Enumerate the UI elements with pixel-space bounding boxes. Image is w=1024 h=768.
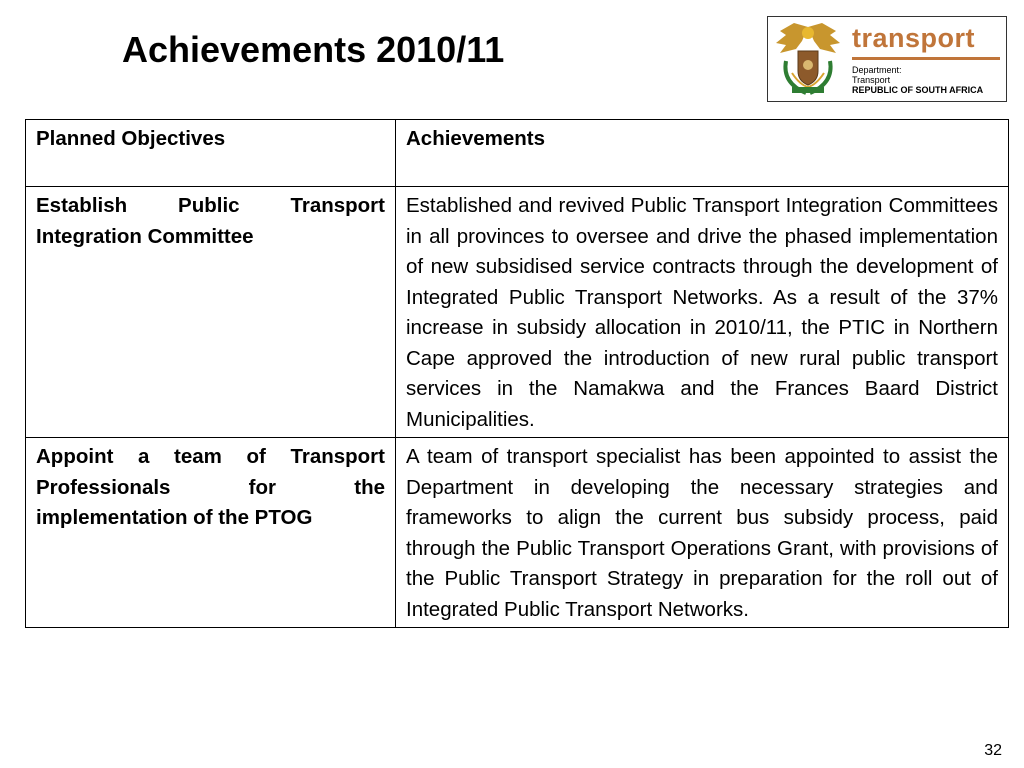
brand-underline (852, 57, 1000, 60)
department-line-2: Transport (852, 75, 891, 85)
header-achievements: Achievements (396, 120, 1009, 187)
department-text (852, 65, 983, 95)
achievement-cell: Established and revived Public Transport Integration Committees in all provinces to oversee and drive the phased implementation of new subsidised service contracts through the development of Integrated Public Transport Networks. As a result of the 37% increase in subsidy allocation in 2010/11, the PTIC in Northern Cape approved the introduction of new rural public transport services in the Namakwa and the Frances Baard District Municipalities. (396, 187, 1009, 438)
table-header-row (26, 120, 1009, 187)
department-line-1: Department: (852, 65, 902, 75)
header-planned-objectives: Planned Objectives (26, 120, 396, 187)
department-line-3: REPUBLIC OF SOUTH AFRICA (852, 85, 984, 95)
achievement-cell: A team of transport specialist has been appointed to assist the Department in developing the necessary strategies and frameworks to align the current bus subsidy process, paid through the Public Transport Operations Grant, with provisions of the Public Transport Strategy in preparation for the roll out of Integrated Public Transport Networks. (396, 438, 1009, 628)
page-number: 32 (984, 742, 1002, 759)
table-row (26, 187, 1009, 438)
achievements-table (25, 119, 1009, 628)
department-logo (767, 16, 1007, 102)
brand-wordmark: transport (852, 23, 976, 53)
objective-cell: Establish Public Transport Integration Committee (26, 187, 396, 438)
coat-of-arms-icon (772, 21, 844, 97)
slide-title: Achievements 2010/11 (122, 29, 505, 70)
objective-cell: Appoint a team of Transport Professionals for the implementation of the PTOG (26, 438, 396, 628)
table-row (26, 438, 1009, 628)
